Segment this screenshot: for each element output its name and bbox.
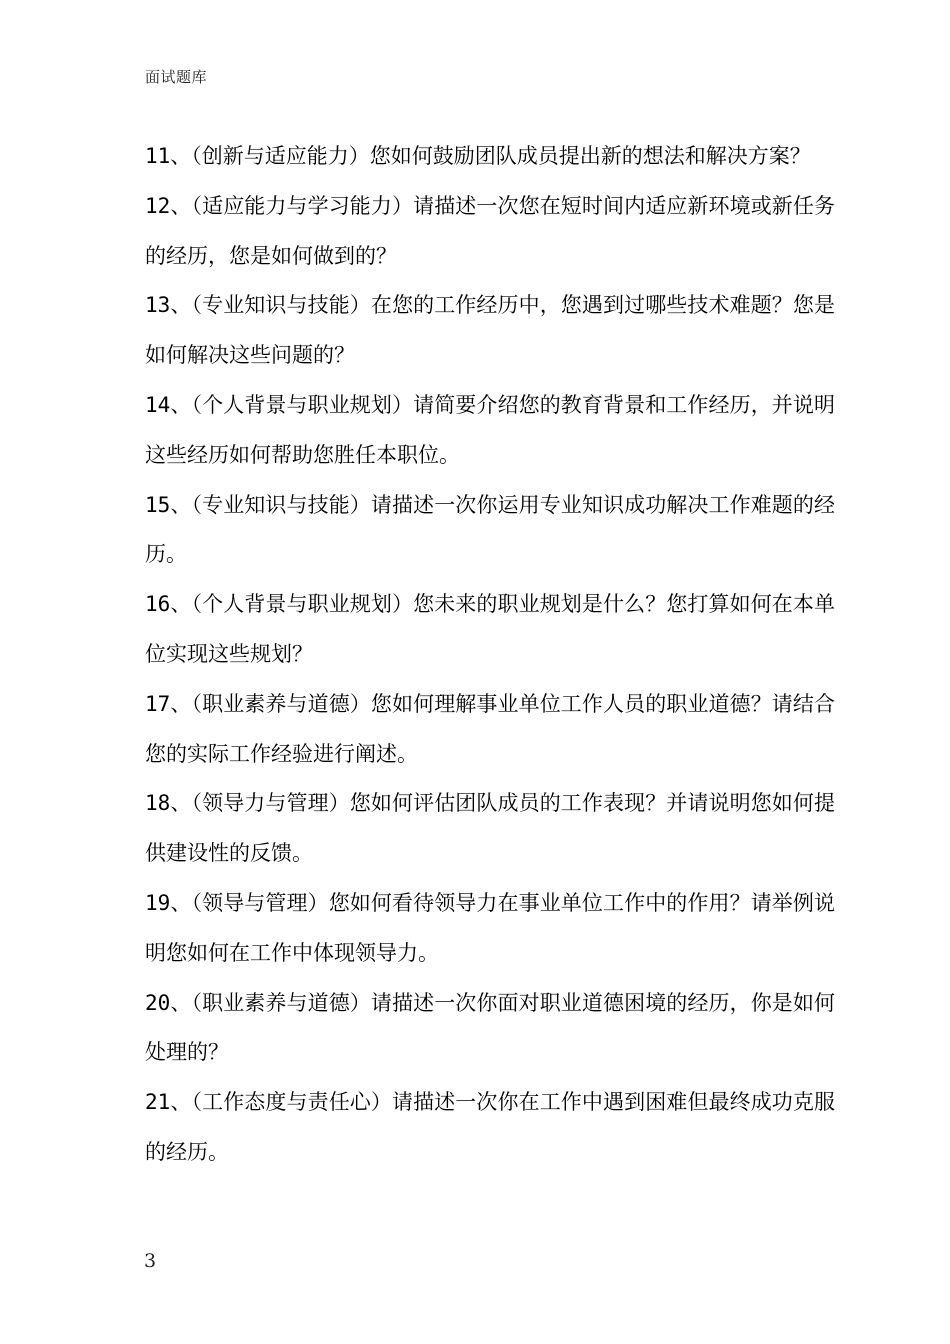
question-number: 16、 (145, 592, 192, 617)
question-text: （创新与适应能力）您如何鼓励团队成员提出新的想法和解决方案？ (191, 144, 811, 168)
question-list (145, 132, 835, 1178)
question-number: 12、 (145, 193, 192, 218)
question-item (145, 680, 835, 780)
question-item (145, 1078, 835, 1178)
question-text: （个人背景与职业规划）请简要介绍您的教育背景和工作经历，并说明这些经历如何帮助您胜任本职位。 (145, 392, 836, 467)
question-text: （适应能力与学习能力）请描述一次您在短时间内适应新环境或新任务的经历，您是如何做到的？ (145, 193, 836, 268)
question-item (145, 132, 835, 182)
question-item (145, 481, 835, 581)
question-number: 17、 (145, 691, 192, 716)
question-item (145, 779, 835, 879)
question-item (145, 182, 835, 282)
page-number: 3 (144, 1250, 157, 1272)
question-text: （专业知识与技能）请描述一次你运用专业知识成功解决工作难题的经历。 (145, 492, 836, 567)
question-text: （专业知识与技能）在您的工作经历中，您遇到过哪些技术难题？您是如何解决这些问题的？ (145, 293, 836, 368)
question-number: 21、 (145, 1090, 192, 1115)
question-number: 19、 (145, 890, 192, 915)
question-text: （领导力与管理）您如何评估团队成员的工作表现？并请说明您如何提供建设性的反馈。 (145, 791, 836, 866)
question-text: （职业素养与道德）您如何理解事业单位工作人员的职业道德？请结合您的实际工作经验进行阐述。 (145, 691, 836, 766)
question-text: （个人背景与职业规划）您未来的职业规划是什么？您打算如何在本单位实现这些规划？ (145, 592, 836, 666)
question-text: （工作态度与责任心）请描述一次你在工作中遇到困难但最终成功克服的经历。 (145, 1090, 836, 1164)
question-number: 13、 (145, 293, 192, 318)
question-item (145, 381, 835, 481)
question-text: （职业素养与道德）请描述一次你面对职业道德困境的经历，你是如何处理的？ (145, 990, 836, 1065)
question-number: 11、 (145, 144, 192, 168)
page-header: 面试题库 (145, 68, 208, 86)
question-item (145, 879, 835, 979)
question-item (145, 580, 835, 680)
question-number: 20、 (145, 990, 192, 1015)
question-item (145, 979, 835, 1079)
question-number: 15、 (145, 492, 192, 517)
question-item (145, 281, 835, 381)
question-text: （领导与管理）您如何看待领导力在事业单位工作中的作用？请举例说明您如何在工作中体现领导力。 (145, 890, 836, 965)
question-number: 18、 (145, 791, 192, 816)
question-number: 14、 (145, 392, 192, 417)
